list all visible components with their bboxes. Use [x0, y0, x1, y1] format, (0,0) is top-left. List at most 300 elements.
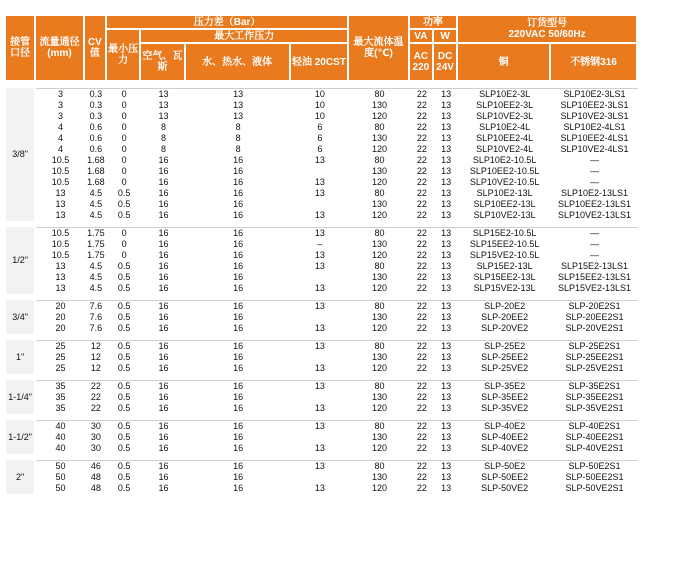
cell-min-pressure: 0	[121, 133, 127, 143]
cell-max-temp: 80	[374, 261, 385, 271]
cell-min-pressure: 0	[121, 144, 127, 154]
cell-max-temp: 80	[374, 188, 385, 198]
cell-max-temp: 80	[349, 460, 410, 472]
cell-air-gas: 16	[158, 403, 169, 413]
cell-air-gas: 16	[158, 166, 169, 176]
table-row	[6, 144, 638, 155]
cell-w: 13	[441, 472, 452, 482]
cell-w: 13	[441, 199, 452, 209]
header-order-model	[458, 16, 638, 44]
header-power: 功率	[410, 16, 458, 30]
cell-light-oil: 13	[314, 363, 325, 373]
cell-light-oil: 13	[314, 403, 325, 413]
cell-va: 22	[416, 111, 427, 121]
cell-w: 13	[441, 111, 452, 121]
cell-air-gas: 13	[158, 111, 169, 121]
cell-model-stainless: SLP-35EE2S1	[565, 392, 624, 402]
cell-water: 16	[233, 363, 244, 373]
cell-w: 13	[441, 363, 452, 373]
cell-flow-dia: 13	[55, 188, 66, 198]
cell-cv: 1.75	[87, 250, 105, 260]
cell-min-pressure: 0.5	[107, 300, 141, 312]
cell-light-oil: 10	[291, 88, 350, 100]
cell-flow-dia: 20	[36, 300, 84, 312]
cell-model-stainless: SLP-35E2S1	[551, 380, 638, 392]
cell-model-copper: SLP-40VE2	[481, 443, 529, 453]
cell-air-gas: 16	[158, 272, 169, 282]
cell-max-temp: 80	[374, 122, 385, 132]
cell-cv: 1.75	[87, 239, 105, 249]
table-row	[6, 88, 638, 100]
cell-light-oil: 13	[314, 188, 325, 198]
cell-light-oil: 13	[314, 483, 325, 493]
cell-model-copper: SLP-20EE2	[481, 312, 529, 322]
cell-model-stainless: SLP-50E2S1	[551, 460, 638, 472]
cell-model-stainless: SLP-20E2S1	[551, 300, 638, 312]
cell-model-stainless: SLP10E2-4LS1	[563, 122, 626, 132]
cell-cv: 0.3	[89, 100, 103, 110]
cell-model-stainless: —	[590, 250, 600, 260]
cell-va: 22	[416, 122, 427, 132]
cell-min-pressure: 0	[121, 250, 127, 260]
cell-water: 13	[186, 88, 291, 100]
cell-flow-dia: 13	[55, 199, 66, 209]
cell-water: 16	[233, 483, 244, 493]
cell-max-temp: 130	[371, 432, 387, 442]
cell-light-oil: 13	[291, 340, 350, 352]
cell-flow-dia: 13	[55, 272, 66, 282]
cell-light-oil: –	[317, 239, 323, 249]
cell-air-gas: 16	[158, 239, 169, 249]
cell-w: 13	[441, 133, 452, 143]
cell-water: 8	[235, 133, 241, 143]
cell-max-temp: 120	[371, 210, 387, 220]
cell-w: 13	[441, 166, 452, 176]
cell-model-stainless: SLP10EE2-13LS1	[558, 199, 632, 209]
cell-w: 13	[441, 392, 452, 402]
cell-air-gas: 16	[158, 472, 169, 482]
cell-air-gas: 16	[141, 380, 185, 392]
cell-light-oil: 13	[291, 420, 350, 432]
cell-cv: 4.5	[89, 283, 103, 293]
cell-air-gas: 16	[158, 363, 169, 373]
cell-min-pressure: 0.5	[107, 460, 141, 472]
header-air-gas: 空气、瓦斯	[141, 44, 185, 82]
cell-flow-dia: 13	[55, 261, 66, 271]
cell-cv: 48	[90, 483, 101, 493]
cell-max-temp: 130	[371, 166, 387, 176]
cell-water: 16	[186, 420, 291, 432]
cell-model-copper: SLP15EE2-10.5L	[469, 239, 540, 249]
cell-flow-dia: 40	[55, 443, 66, 453]
cell-flow-dia: 40	[55, 432, 66, 442]
cell-w: 13	[434, 88, 458, 100]
header-dc24v: DC 24V	[434, 44, 458, 82]
cell-min-pressure: 0.5	[117, 283, 131, 293]
cell-w: 13	[441, 483, 452, 493]
cell-cv: 12	[90, 363, 101, 373]
cell-max-temp: 120	[371, 250, 387, 260]
cell-water: 16	[233, 239, 244, 249]
cell-water: 16	[233, 250, 244, 260]
cell-air-gas: 16	[158, 443, 169, 453]
cell-model-copper: SLP-50E2	[458, 460, 551, 472]
cell-model-stainless: SLP-25E2S1	[551, 340, 638, 352]
cell-cv: 0.6	[89, 144, 103, 154]
cell-air-gas: 16	[158, 210, 169, 220]
cell-model-stainless: SLP-50VE2S1	[565, 483, 624, 493]
cell-cv: 48	[90, 472, 101, 482]
cell-va: 22	[416, 483, 427, 493]
cell-model-stainless: SLP10E2-13LS1	[561, 188, 629, 198]
cell-min-pressure: 0.5	[117, 210, 131, 220]
cell-light-oil: 6	[317, 122, 323, 132]
cell-flow-dia: 3	[58, 100, 64, 110]
cell-va: 22	[410, 227, 434, 239]
cell-model-copper: SLP15EE2-13L	[473, 272, 536, 282]
cell-light-oil	[291, 352, 350, 363]
cell-max-temp: 120	[371, 363, 387, 373]
cell-va: 22	[416, 210, 427, 220]
cell-model-copper: SLP-40EE2	[481, 432, 529, 442]
cell-cv: 0.3	[89, 111, 103, 121]
cell-model-stainless: SLP10EE2-4LS1	[560, 133, 629, 143]
cell-water: 16	[186, 340, 291, 352]
cell-model-copper: SLP-50EE2	[481, 472, 529, 482]
cell-min-pressure: 0.5	[117, 472, 131, 482]
port-size-cell: 2"	[6, 460, 36, 494]
cell-max-temp: 120	[371, 443, 387, 453]
cell-light-oil: 13	[314, 261, 325, 271]
cell-water: 8	[235, 144, 241, 154]
cell-min-pressure: 0.5	[117, 403, 131, 413]
cell-min-pressure: 0	[121, 166, 127, 176]
cell-model-stainless: SLP10EE2-3LS1	[560, 100, 629, 110]
cell-model-copper: SLP15VE2-10.5L	[469, 250, 540, 260]
cell-water: 16	[233, 199, 244, 209]
table-row	[6, 261, 638, 272]
cell-va: 22	[416, 250, 427, 260]
cell-light-oil	[291, 312, 350, 323]
cell-air-gas: 8	[160, 144, 166, 154]
cell-air-gas: 16	[158, 432, 169, 442]
cell-model-copper: SLP10E2-13L	[476, 188, 533, 198]
cell-w: 13	[441, 177, 452, 187]
cell-air-gas: 16	[158, 323, 169, 333]
table-row	[6, 472, 638, 483]
cell-va: 22	[410, 300, 434, 312]
cell-va: 22	[416, 403, 427, 413]
cell-cv: 22	[85, 380, 107, 392]
cell-min-pressure: 0	[121, 239, 127, 249]
cell-air-gas: 16	[158, 392, 169, 402]
cell-flow-dia: 10.5	[51, 166, 70, 176]
cell-model-copper: SLP10E2-10.5L	[472, 155, 537, 165]
port-size-cell: 1/2"	[6, 227, 36, 294]
cell-air-gas: 16	[158, 188, 169, 198]
cell-model-copper: SLP-50VE2	[481, 483, 529, 493]
header-ac220: AC 220	[410, 44, 434, 82]
cell-light-oil: 13	[314, 177, 325, 187]
cell-light-oil	[291, 392, 350, 403]
cell-water: 16	[233, 188, 244, 198]
header-pressure-diff: 压力差（Bar）	[107, 16, 349, 30]
table-row	[6, 420, 638, 432]
table-row	[6, 122, 638, 133]
cell-flow-dia: 4	[58, 144, 64, 154]
cell-cv: 1.75	[85, 227, 107, 239]
cell-water: 16	[233, 352, 244, 362]
cell-max-temp: 120	[371, 483, 387, 493]
cell-model-stainless: SLP15VE2-13LS1	[558, 283, 632, 293]
cell-cv: 4.5	[89, 199, 103, 209]
cell-model-stainless: SLP10VE2-4LS1	[560, 144, 629, 154]
cell-light-oil: 10	[314, 111, 325, 121]
cell-max-temp: 80	[349, 88, 410, 100]
cell-min-pressure: 0.5	[117, 312, 131, 322]
cell-cv: 12	[85, 340, 107, 352]
cell-va: 22	[410, 380, 434, 392]
cell-max-temp: 130	[371, 100, 387, 110]
cell-max-temp: 120	[371, 403, 387, 413]
cell-min-pressure: 0	[121, 122, 127, 132]
cell-water: 8	[235, 122, 241, 132]
table-row	[6, 100, 638, 111]
cell-model-copper: SLP10VE2-4L	[476, 144, 534, 154]
cell-flow-dia: 50	[36, 460, 84, 472]
cell-light-oil	[291, 472, 350, 483]
cell-cv: 1.68	[87, 155, 105, 165]
order-model-title: 订货型号	[527, 18, 568, 29]
cell-min-pressure: 0	[107, 227, 141, 239]
cell-water: 16	[233, 166, 244, 176]
cell-w: 13	[441, 312, 452, 322]
cell-cv: 7.6	[85, 300, 107, 312]
table-row	[6, 300, 638, 312]
cell-min-pressure: 0.5	[107, 340, 141, 352]
table-row	[6, 239, 638, 250]
cell-cv: 0.6	[89, 133, 103, 143]
cell-model-stainless: SLP-20VE2S1	[565, 323, 624, 333]
table-row	[6, 111, 638, 122]
cell-cv: 4.5	[89, 272, 103, 282]
cell-w: 13	[441, 122, 452, 132]
cell-va: 22	[410, 420, 434, 432]
cell-cv: 22	[90, 403, 101, 413]
cell-water: 16	[233, 392, 244, 402]
table-row	[6, 363, 638, 374]
cell-light-oil	[291, 272, 350, 283]
cell-water: 16	[233, 432, 244, 442]
port-size-cell: 3/8"	[6, 88, 36, 221]
cell-model-copper: SLP-20E2	[458, 300, 551, 312]
cell-min-pressure: 0.5	[117, 432, 131, 442]
cell-light-oil: 13	[314, 210, 325, 220]
cell-model-stainless: —	[590, 177, 600, 187]
cell-water: 16	[233, 403, 244, 413]
table-row	[6, 272, 638, 283]
cell-w: 13	[441, 403, 452, 413]
cell-air-gas: 16	[141, 227, 185, 239]
cell-max-temp: 120	[371, 177, 387, 187]
cell-w: 13	[441, 432, 452, 442]
cell-va: 22	[416, 133, 427, 143]
cell-cv: 46	[85, 460, 107, 472]
cell-va: 22	[416, 272, 427, 282]
cell-water: 16	[186, 227, 291, 239]
cell-air-gas: 16	[158, 155, 169, 165]
cell-max-temp: 80	[349, 380, 410, 392]
cell-model-copper: SLP15E2-10.5L	[458, 227, 551, 239]
cell-light-oil	[291, 432, 350, 443]
cell-min-pressure: 0	[121, 155, 127, 165]
cell-min-pressure: 0.5	[117, 188, 131, 198]
cell-flow-dia: 20	[55, 312, 66, 322]
cell-flow-dia: 10.5	[51, 177, 70, 187]
cell-light-oil	[291, 166, 350, 177]
cell-va: 22	[416, 283, 427, 293]
cell-w: 13	[441, 250, 452, 260]
cell-va: 22	[416, 323, 427, 333]
cell-va: 22	[416, 443, 427, 453]
table-row	[6, 352, 638, 363]
cell-flow-dia: 40	[36, 420, 84, 432]
cell-va: 22	[410, 340, 434, 352]
cell-min-pressure: 0	[107, 88, 141, 100]
header-w: W	[434, 30, 458, 44]
cell-flow-dia: 13	[55, 283, 66, 293]
cell-max-temp: 80	[349, 420, 410, 432]
cell-cv: 0.6	[89, 122, 103, 132]
cell-w: 13	[441, 261, 452, 271]
cell-model-stainless: —	[551, 227, 638, 239]
table-row	[6, 323, 638, 334]
cell-w: 13	[434, 227, 458, 239]
header-water: 水、热水、液体	[186, 44, 291, 82]
cell-air-gas: 16	[158, 177, 169, 187]
cell-flow-dia: 35	[55, 392, 66, 402]
table-body	[6, 82, 638, 494]
cell-cv: 30	[90, 443, 101, 453]
cell-flow-dia: 10.5	[51, 239, 70, 249]
cell-water: 13	[233, 111, 244, 121]
cell-model-stainless: SLP10E2-3LS1	[551, 88, 638, 100]
cell-light-oil: 13	[314, 155, 325, 165]
cell-light-oil: 13	[314, 323, 325, 333]
cell-flow-dia: 25	[36, 340, 84, 352]
cell-w: 13	[441, 283, 452, 293]
cell-w: 13	[441, 188, 452, 198]
header-stainless: 不锈钢316	[551, 44, 638, 82]
cell-w: 13	[441, 144, 452, 154]
table-row	[6, 483, 638, 494]
cell-air-gas: 16	[158, 352, 169, 362]
cell-max-temp: 80	[374, 155, 385, 165]
cell-va: 22	[416, 166, 427, 176]
cell-model-stainless: SLP-20EE2S1	[565, 312, 624, 322]
cell-min-pressure: 0.5	[117, 352, 131, 362]
cell-air-gas: 13	[158, 100, 169, 110]
cell-light-oil: 13	[291, 380, 350, 392]
cell-cv: 4.5	[89, 261, 103, 271]
cell-va: 22	[416, 363, 427, 373]
cell-air-gas: 16	[158, 312, 169, 322]
cell-light-oil: 13	[314, 283, 325, 293]
cell-min-pressure: 0.5	[107, 380, 141, 392]
cell-air-gas: 16	[158, 283, 169, 293]
cell-model-copper: SLP10VE2-13L	[473, 210, 536, 220]
cell-max-temp: 80	[349, 227, 410, 239]
cell-model-stainless: SLP10VE2-3LS1	[560, 111, 629, 121]
cell-water: 16	[233, 261, 244, 271]
cell-model-copper: SLP15VE2-13L	[473, 283, 536, 293]
cell-min-pressure: 0.5	[117, 323, 131, 333]
cell-cv: 4.5	[89, 188, 103, 198]
cell-w: 13	[434, 460, 458, 472]
cell-flow-dia: 20	[55, 323, 66, 333]
port-size-cell: 3/4"	[6, 300, 36, 334]
cell-water: 16	[186, 380, 291, 392]
cell-model-stainless: SLP15EE2-13LS1	[558, 272, 632, 282]
cell-flow-dia: 4	[58, 133, 64, 143]
cell-max-temp: 130	[371, 199, 387, 209]
cell-min-pressure: 0.5	[117, 272, 131, 282]
table-row	[6, 403, 638, 414]
table-row	[6, 210, 638, 221]
header-copper: 铜	[458, 44, 551, 82]
cell-air-gas: 13	[141, 88, 185, 100]
cell-light-oil	[291, 199, 350, 210]
cell-model-stainless: SLP-40EE2S1	[565, 432, 624, 442]
cell-light-oil: 13	[291, 227, 350, 239]
cell-w: 13	[441, 239, 452, 249]
cell-model-stainless: SLP-40E2S1	[551, 420, 638, 432]
cell-flow-dia: 50	[55, 483, 66, 493]
cell-va: 22	[416, 188, 427, 198]
cell-light-oil: 13	[291, 300, 350, 312]
cell-model-copper: SLP-25E2	[458, 340, 551, 352]
cell-flow-dia: 3	[36, 88, 84, 100]
cell-min-pressure: 0.5	[117, 443, 131, 453]
cell-air-gas: 16	[158, 199, 169, 209]
cell-w: 13	[441, 210, 452, 220]
cell-va: 22	[416, 199, 427, 209]
cell-va: 22	[416, 144, 427, 154]
cell-cv: 12	[90, 352, 101, 362]
cell-water: 16	[233, 283, 244, 293]
cell-water: 16	[233, 443, 244, 453]
cell-light-oil: 13	[314, 443, 325, 453]
cell-min-pressure: 0.5	[107, 420, 141, 432]
cell-model-copper: SLP-35E2	[458, 380, 551, 392]
cell-water: 16	[233, 312, 244, 322]
cell-flow-dia: 3	[58, 111, 64, 121]
cell-model-copper: SLP10E2-3L	[458, 88, 551, 100]
cell-model-stainless: SLP15E2-13LS1	[561, 261, 629, 271]
cell-flow-dia: 10.5	[51, 250, 70, 260]
cell-max-temp: 120	[371, 283, 387, 293]
header-min-pressure: 最小压力	[107, 30, 141, 82]
cell-model-stainless: SLP10VE2-13LS1	[558, 210, 632, 220]
cell-cv: 4.5	[89, 210, 103, 220]
cell-min-pressure: 0.5	[117, 261, 131, 271]
cell-air-gas: 16	[141, 300, 185, 312]
cell-air-gas: 16	[158, 261, 169, 271]
table-row	[6, 199, 638, 210]
cell-va: 22	[416, 432, 427, 442]
cell-flow-dia: 50	[55, 472, 66, 482]
cell-flow-dia: 25	[55, 363, 66, 373]
